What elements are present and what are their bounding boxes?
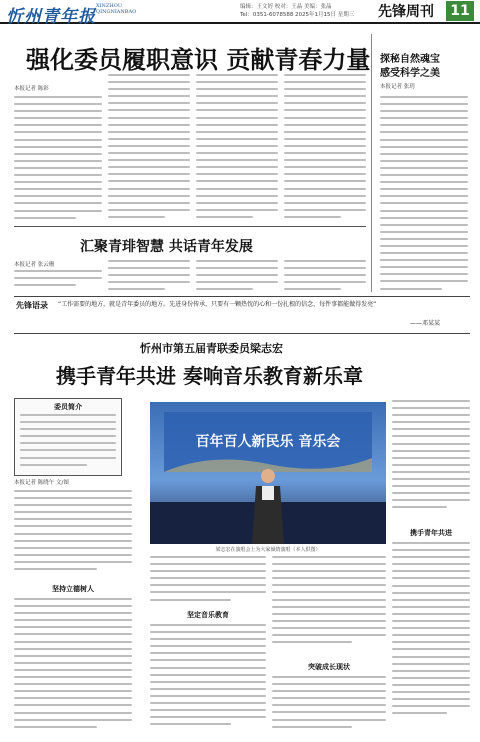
editor-info: 编辑：王文婷 校对：王晶 美编：张晶 — [240, 4, 332, 10]
member-intro-title: 委员简介 — [54, 403, 82, 411]
story2-headline: 汇聚青琲智慧 共话青年发展 — [80, 239, 253, 255]
sidebar-headline-1: 探秘自然魂宝 — [380, 54, 440, 65]
concert-photo — [150, 402, 386, 544]
sidebar-body — [380, 96, 468, 290]
story3-byline: 本报记者 陈晓午 文/图 — [14, 480, 69, 486]
page-number: 11 — [446, 1, 474, 21]
sidebar-divider — [371, 34, 372, 292]
section-name: 先锋周刊 — [378, 4, 434, 20]
story3-subhead-4: 携手青年共进 — [410, 529, 452, 537]
story2-column-3 — [196, 260, 278, 292]
story2-byline: 本报记者 张云珊 — [14, 262, 55, 268]
newspaper-logo: 忻州青年报 — [6, 7, 96, 27]
story3-kicker: 忻州市第五届青联委员梁志宏 — [140, 342, 283, 355]
story1-column-1 — [14, 96, 102, 220]
story3-column-3a — [272, 556, 386, 656]
photo-caption: 梁志宏在演唱会上为大家倾情演唱（本人供图） — [215, 547, 321, 553]
story3-subhead-3: 突破成长现状 — [308, 663, 350, 671]
story1-column-3 — [196, 74, 278, 220]
story3-column-3b — [272, 676, 386, 734]
story1-column-4 — [284, 74, 366, 220]
quote-text: “工作需要的地方，就是青年委员的地方。先进身份传承，只要有一颗热忱的心和一份扎根的信念，每件事都能做得发亮” — [58, 301, 377, 308]
story3-column-1b — [14, 598, 132, 734]
story2-column-4 — [284, 260, 366, 292]
sidebar-byline: 本报记者 张玥 — [380, 84, 415, 90]
story3-column-1a — [14, 490, 132, 578]
story2-column-1 — [14, 270, 102, 292]
story3-column-2b — [150, 624, 266, 734]
quote-label: 先锋语录 — [16, 301, 48, 310]
story2-top-rule — [14, 226, 366, 227]
issue-date: Tel：0351-6078588 2025年1月15日 星期三 — [240, 12, 355, 18]
story1-byline: 本报记者 陈彩 — [14, 86, 49, 92]
story3-subhead-2: 坚定音乐教育 — [187, 611, 229, 619]
story1-headline: 强化委员履职意识 贡献青春力量 — [26, 46, 371, 74]
story1-column-2 — [108, 74, 190, 220]
quote-author: ——邓某某 — [410, 320, 441, 327]
photo-screen-text: 百年百人新民乐 音乐会 — [195, 434, 341, 450]
story3-subhead-1: 坚持立德树人 — [52, 585, 94, 593]
story3-column-4b — [392, 542, 470, 734]
newspaper-logo-sub: XINZHOU QINGNIANBAO — [96, 3, 137, 15]
story3-headline: 携手青年共进 奏响音乐教育新乐章 — [56, 364, 363, 388]
story2-column-2 — [108, 260, 190, 292]
story3-column-4a — [392, 400, 470, 520]
story3-column-2a — [150, 556, 266, 606]
sidebar-headline-2: 感受科学之美 — [380, 68, 440, 79]
member-intro-text — [20, 414, 116, 472]
